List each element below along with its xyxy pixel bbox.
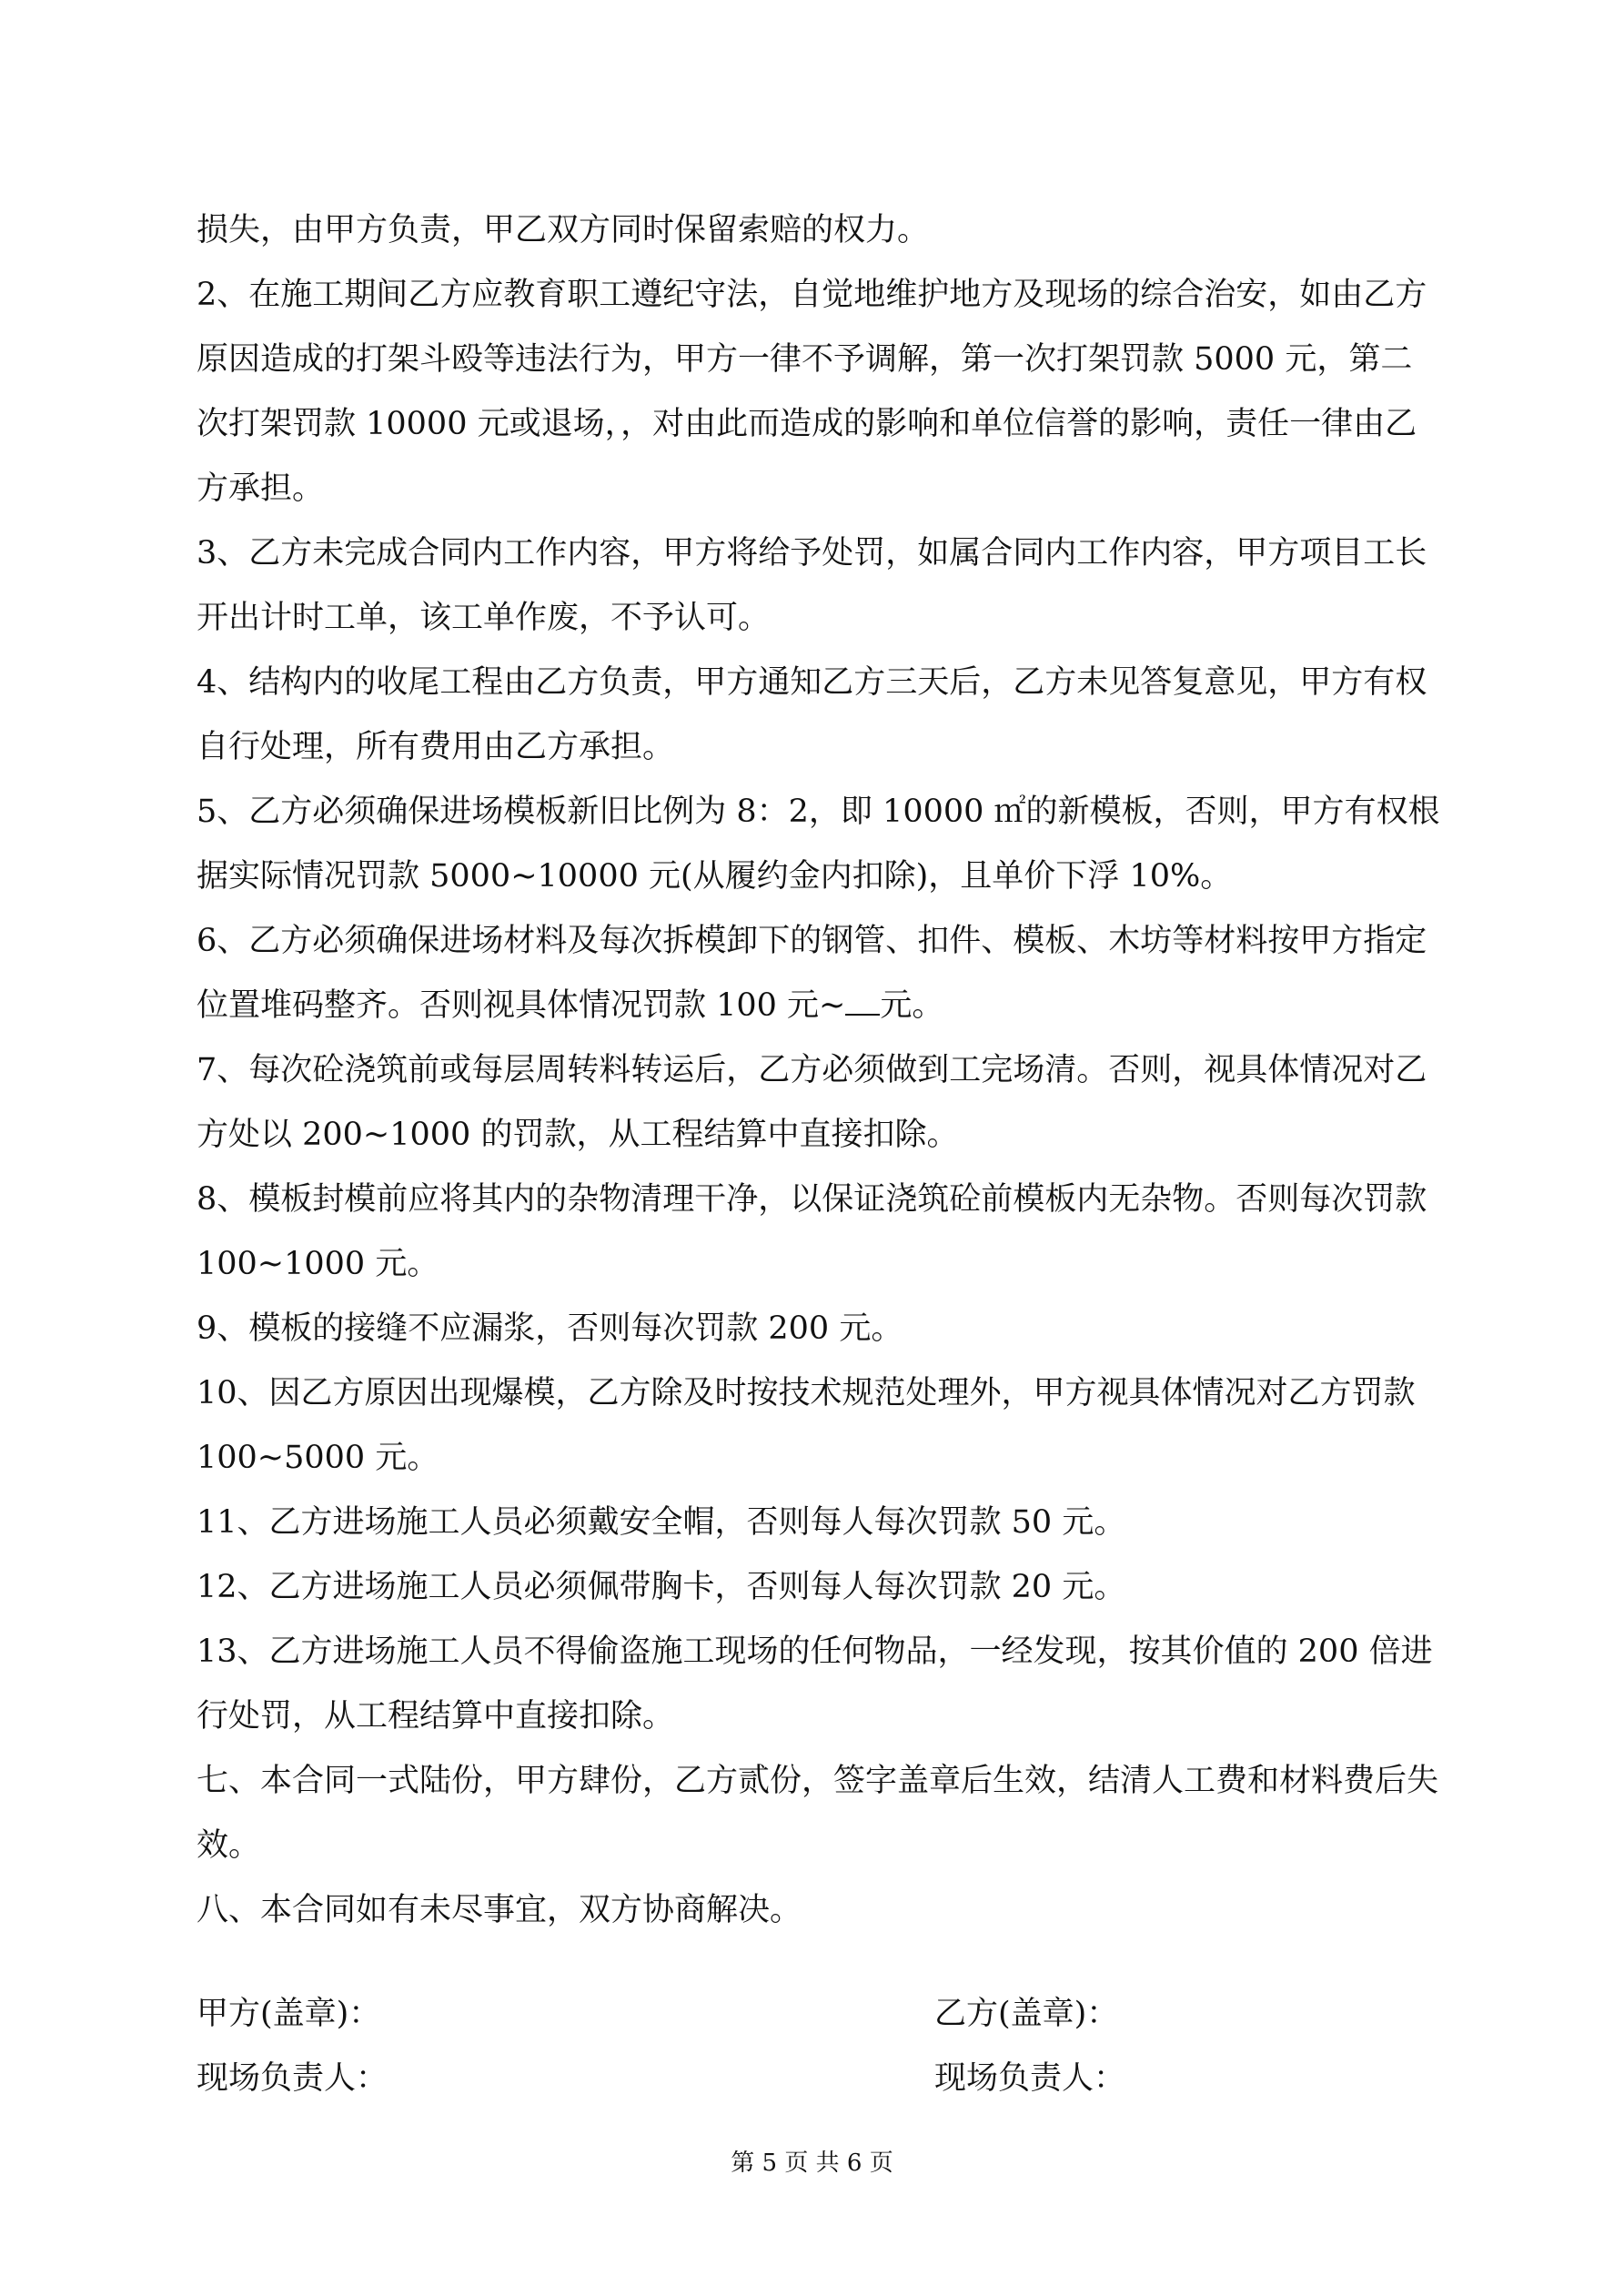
clause-6-suffix: 元。 [880,987,944,1024]
party-b-manager-label: 现场负责人： [934,2060,1126,2097]
clause-8: 8、模板封模前应将其内的杂物清理干净，以保证浇筑砼前模板内无杂物。否则每次罚款 100~1000 元。 [197,1181,1427,1282]
clause-11: 11、乙方进场施工人员必须戴安全帽，否则每人每次罚款 50 元。 [197,1504,1126,1541]
paragraph-continuation: 损失，由甲方负责，甲乙双方同时保留索赔的权力。 [197,212,930,248]
party-a-manager-label: 现场负责人： [197,2060,388,2097]
clause-3: 3、乙方未完成合同内工作内容，甲方将给予处罚，如属合同内工作内容，甲方项目工长开出计时工单，该工单作废，不予认可。 [197,535,1427,636]
clause-7: 7、每次砼浇筑前或每层周转料转运后，乙方必须做到工完场清。否则，视具体情况对乙方处以 200~1000 的罚款，从工程结算中直接扣除。 [197,1052,1427,1153]
clause-2: 2、在施工期间乙方应教育职工遵纪守法，自觉地维护地方及现场的综合治安，如由乙方原因造成的打架斗殴等违法行为，甲方一律不予调解，第一次打架罚款 5000 元，第二次打架罚款 10000 元或退场，，对由此而造成的影响和单位信誉的影响，责任一律由乙方承担。 [197,277,1427,507]
clause-10: 10、因乙方原因出现爆模，乙方除及时按技术规范处理外，甲方视具体情况对乙方罚款 100~5000 元。 [197,1375,1416,1476]
section-8: 八、本合同如有未尽事宜，双方协商解决。 [197,1892,802,1928]
party-a-seal-label: 甲方(盖章)： [197,1996,381,2032]
party-b-seal-label: 乙方(盖章)： [934,1996,1119,2032]
clause-6 [197,909,1443,1038]
page-number: 第 5 页 共 6 页 [731,2149,893,2177]
clause-4: 4、结构内的收尾工程由乙方负责，甲方通知乙方三天后，乙方未见答复意见，甲方有权自行处理，所有费用由乙方承担。 [197,664,1427,765]
clause-9: 9、模板的接缝不应漏浆，否则每次罚款 200 元。 [197,1310,903,1347]
clause-13: 13、乙方进场施工人员不得偷盗施工现场的任何物品，一经发现，按其价值的 200 倍进行处罚，从工程结算中直接扣除。 [197,1633,1433,1735]
fill-in-blank [845,986,880,1016]
clause-6-text: 6、乙方必须确保进场材料及每次拆模卸下的钢管、扣件、模板、木坊等材料按甲方指定位置堆码整齐。否则视具体情况罚款 100 元~ [197,923,1427,1024]
clause-5: 5、乙方必须确保进场模板新旧比例为 8：2，即 10000 ㎡的新模板，否则，甲方有权根据实际情况罚款 5000~10000 元(从履约金内扣除)，且单价下浮 10%。 [197,794,1440,895]
contract-body [197,198,1443,1943]
clause-12: 12、乙方进场施工人员必须佩带胸卡，否则每人每次罚款 20 元。 [197,1569,1126,1605]
section-7: 七、本合同一式陆份，甲方肆份，乙方贰份，签字盖章后生效，结清人工费和材料费后失效。 [197,1763,1439,1864]
